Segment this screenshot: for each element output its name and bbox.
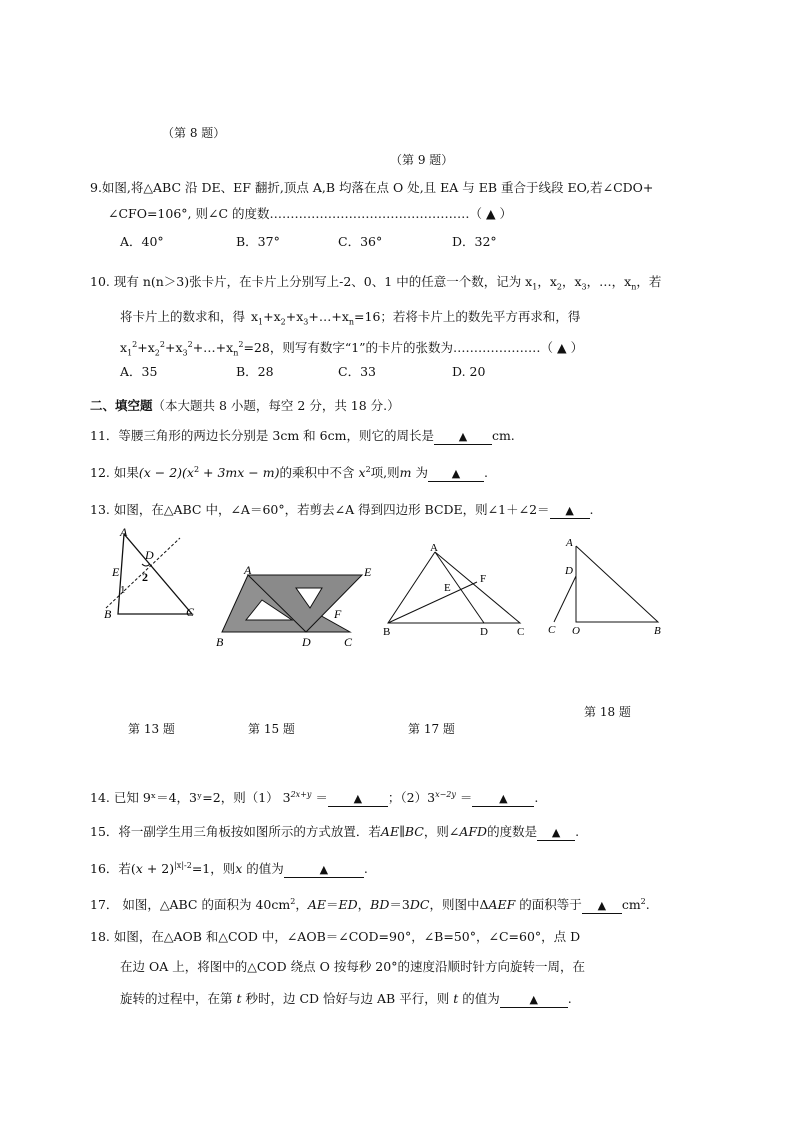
q11: 11．等腰三角形的两边长分别是 3cm 和 6cm，则它的周长是 ▲ cm. [90,428,515,443]
fig17-label-f: F [480,573,487,585]
fig13-label-e: E [112,565,120,579]
q14: 14. 已知 9ˣ＝4，3ʸ=2，则（1） $3^{2x+y}$ ＝ ▲ ；$(2)3^{x-2y}$ ＝ ▲ . [90,789,539,805]
fig13-label-d: D [145,548,154,562]
fig17-line-ad [435,552,487,623]
figure-8-caption: （第 8 题） [162,126,226,140]
fig13-label-2: 2 [142,570,148,584]
fig17-label-e: E [444,582,451,594]
fig15-label-e: E [364,565,372,579]
fig15-label-b: B [216,635,224,649]
figure-13 [98,524,202,624]
q9-line2: ∠CFO=106°, 则∠C 的度数…………………………………………（ ▲ ） [108,206,513,221]
figure-13-caption: 第 13 题 [128,722,175,736]
figure-13-triangle [118,534,192,614]
figure-15-caption: 第 15 题 [248,722,295,736]
fig13-label-a: A [120,525,128,539]
figure-9-caption: （第 9 题） [390,153,454,167]
q18-line2: 在边 OA 上，将图中的△COD 绕点 O 按每秒 20°的速度沿顺时针方向旋转一周，在 [120,959,585,974]
q10-line1: 10. 现有 n(n＞3)张卡片，在卡片上分别写上-2、0、1 中的任意一个数，记为 $x_1$，$x_2$，$x_3$，…，$x_n$，若 [90,274,662,292]
q13: 13. 如图，在△ABC 中，∠A＝60°，若剪去∠A 得到四边形 BCDE，则∠1＋∠2＝ ▲ . [90,502,594,517]
figure-17-caption: 第 17 题 [408,722,455,736]
fig15-label-a: A [244,563,252,577]
fig13-label-1: 1 [120,584,126,596]
figure-17 [380,540,528,640]
fig18-label-a: A [566,537,573,549]
q9-option-b: B．37° [236,234,280,249]
q9-option-c: C．36° [338,234,383,249]
section-2-heading: 二、填空题（本大题共 8 小题，每空 2 分，共 18 分.） [90,398,400,413]
q17: 17． 如图，△ABC 的面积为 $40cm^2$，AE＝ED，BD＝3DC，则图中ΔAEF 的面积等于 ▲ $cm^2$. [90,896,650,912]
fig17-label-c: C [517,626,525,638]
q10-option-a: A．35 [120,364,158,379]
q9-option-d: D．32° [452,234,497,249]
fig15-label-f: F [334,607,342,621]
q18-line1: 18. 如图，在△AOB 和△COD 中，∠AOB＝∠COD=90°，∠B=50°，∠C=60°，点 D [90,929,581,944]
q9-option-a: A．40° [120,234,164,249]
q10-option-c: C．33 [338,364,376,379]
q10-option-b: B．28 [236,364,274,379]
fig17-label-b: B [383,626,391,638]
fig17-label-d: D [480,626,488,638]
figure-18 [540,534,666,642]
fig15-label-d: D [302,635,311,649]
fig17-label-a: A [430,542,438,554]
q12: 12. 如果$(x - 2)(x^2 + 3mx - m)$的乘积中不含 $x^2$项,则m 为 ▲ . [90,464,488,480]
fig13-label-c: C [186,605,195,619]
q15: 15．将一副学生用三角板按如图所示的方式放置．若AE∥BC，则∠AFD的度数是 ▲ . [90,824,580,839]
fig18-label-b: B [654,625,661,637]
figure-18-caption: 第 18 题 [584,705,631,719]
fig18-label-d: D [565,565,573,577]
q18-line3: 旋转的过程中，在第 t 秒时，边 CD 恰好与边 AB 平行，则 t 的值为 ▲ . [120,991,572,1006]
fig17-triangle [388,552,520,623]
q16: 16．若$(x + 2)^{|x|-2}=1$，则x 的值为 ▲ . [90,860,368,876]
fig18-label-c: C [548,624,556,636]
fig18-triangle-cod [554,576,576,622]
q10-line3: $x_1^2+x_2^2+x_3^2+\dots+x_n^2=28$，则写有数字“1”的卡片的张数为…………………（ ▲ ） [120,339,584,358]
fig18-label-o: O [572,625,580,637]
fig15-label-c: C [344,635,353,649]
q9-line1: 9.如图,将△ABC 沿 DE、EF 翻折,顶点 A,B 均落在点 O 处,且 EA 与 EB 重合于线段 EO,若∠CDO+ [90,180,654,195]
figure-15 [212,560,378,652]
fig13-label-b: B [104,607,112,621]
fig18-triangle-aob [576,546,658,622]
q10-option-d: D. 20 [452,364,486,379]
q10-line2: 将卡片上的数求和，得 $x_1+x_2+x_3+\dots+x_n=16$；若将卡片上的数先平方再求和，得 [120,309,581,327]
